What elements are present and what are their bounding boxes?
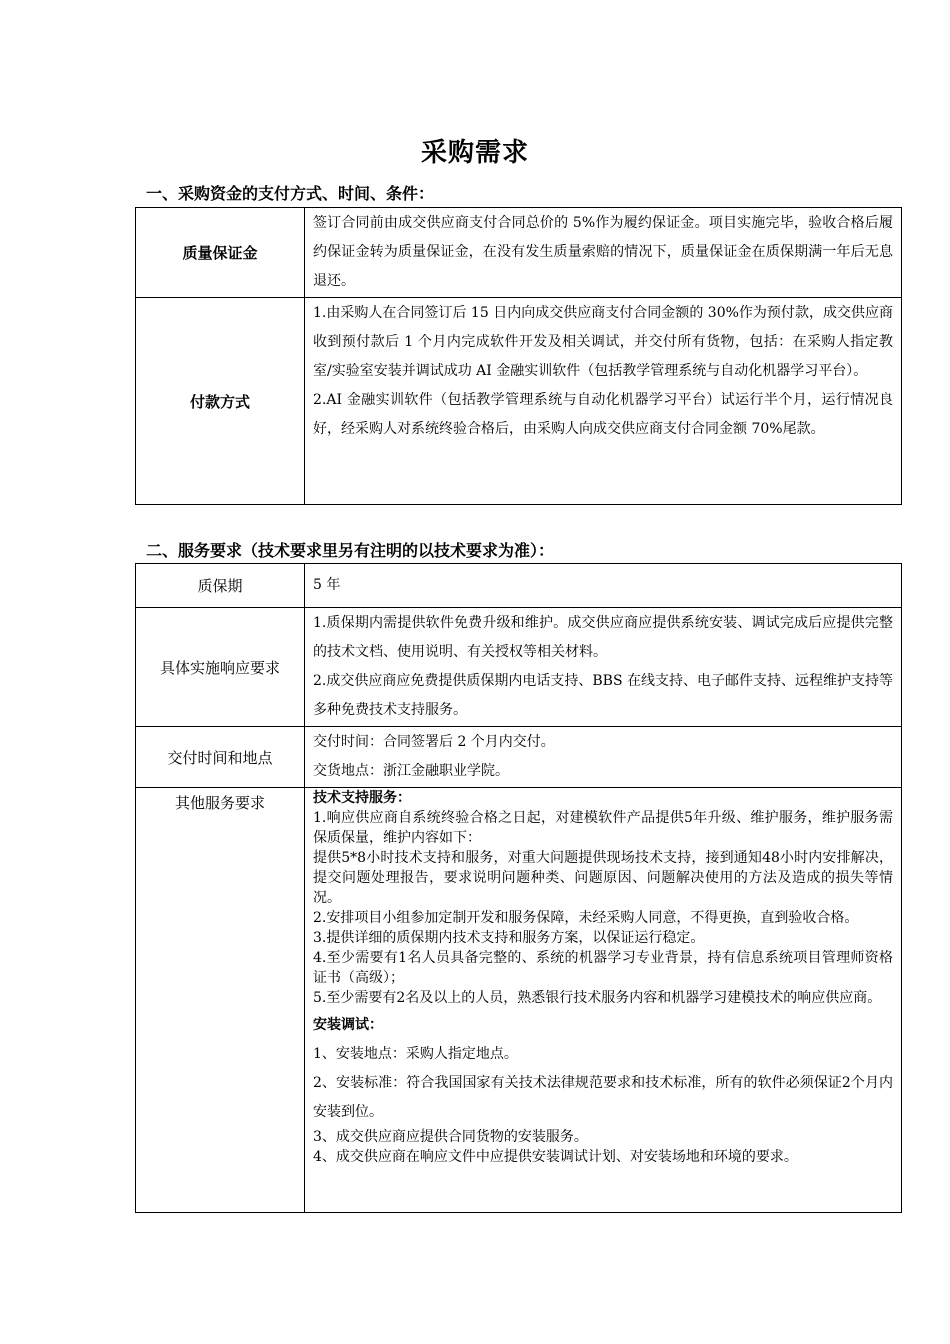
table-row bbox=[136, 788, 902, 1213]
row-content-warranty bbox=[305, 564, 902, 608]
row-content-quality-deposit bbox=[305, 208, 902, 298]
paragraph: 1、安装地点：采购人指定地点。 bbox=[313, 1046, 518, 1062]
paragraph: 2、安装标准：符合我国国家有关技术法律规范要求和技术标准，所有的软件必须保证2个月内安装到位。 bbox=[313, 1075, 893, 1120]
paragraph: 1.质保期内需提供软件免费升级和维护。成交供应商应提供系统安装、调试完成后应提供完整的技术文档、使用说明、有关授权等相关材料。 bbox=[313, 615, 893, 660]
paragraph: 5 年 bbox=[313, 577, 341, 593]
section-2-heading: 二、服务要求（技术要求里另有注明的以技术要求为准）： bbox=[146, 541, 555, 560]
row-label-payment-method: 付款方式 bbox=[136, 298, 305, 505]
paragraph: 4、成交供应商在响应文件中应提供安装调试计划、对安装场地和环境的要求。 bbox=[313, 1149, 798, 1165]
paragraph: 提供5*8小时技术支持和服务，对重大问题提供现场技术支持，接到通知48小时内安排解决，提交问题处理报告，要求说明问题种类、问题原因、问题解决使用的方法及造成的损失等情况。 bbox=[313, 850, 893, 906]
row-label-quality-deposit: 质量保证金 bbox=[136, 208, 305, 298]
paragraph: 交付时间：合同签署后 2 个月内交付。 bbox=[313, 734, 555, 750]
paragraph: 3、成交供应商应提供合同货物的安装服务。 bbox=[313, 1129, 588, 1145]
table-row bbox=[136, 298, 902, 505]
table-row bbox=[136, 608, 902, 727]
paragraph: 3.提供详细的质保期内技术支持和服务方案，以保证运行稳定。 bbox=[313, 930, 705, 946]
row-content-other-services bbox=[305, 788, 902, 1213]
page-title: 采购需求 bbox=[420, 138, 529, 168]
paragraph: 交货地点：浙江金融职业学院。 bbox=[313, 763, 509, 779]
paragraph: 4.至少需要有1名人员具备完整的、系统的机器学习专业背景，持有信息系统项目管理师资格证书（高级）； bbox=[313, 950, 893, 986]
paragraph: 1.响应供应商自系统终验合格之日起，对建模软件产品提供5年升级、维护服务，维护服务需保质保量，维护内容如下： bbox=[313, 810, 893, 846]
paragraph: 签订合同前由成交供应商支付合同总价的 5%作为履约保证金。项目实施完毕，验收合格后履约保证金转为质量保证金，在没有发生质量索赔的情况下，质量保证金在质保期满一年后无息退还。 bbox=[313, 215, 893, 289]
row-label-other-services: 其他服务要求 bbox=[136, 788, 305, 1213]
row-content-delivery bbox=[305, 727, 902, 788]
table-row bbox=[136, 208, 902, 298]
table-row bbox=[136, 564, 902, 608]
section-1-heading: 一、采购资金的支付方式、时间、条件： bbox=[146, 184, 435, 203]
row-content-implementation bbox=[305, 608, 902, 727]
paragraph: 1.由采购人在合同签订后 15 日内向成交供应商支付合同金额的 30%作为预付款，成交供应商收到预付款后 1 个月内完成软件开发及相关调试，并交付所有货物，包括：在采购人指定教室/实验室安装并调试成功 AI 金融实训软件（包括教学管理系统与自动化机器学习平台）。 bbox=[313, 305, 893, 379]
paragraph: 2.成交供应商应免费提供质保期内电话支持、BBS 在线支持、电子邮件支持、远程维护支持等多种免费技术支持服务。 bbox=[313, 673, 893, 718]
row-content-payment-method bbox=[305, 298, 902, 505]
table-row bbox=[136, 727, 902, 788]
service-table bbox=[135, 563, 902, 1213]
paragraph: 2.安排项目小组参加定制开发和服务保障，未经采购人同意，不得更换，直到验收合格。 bbox=[313, 910, 859, 926]
payment-table bbox=[135, 207, 902, 505]
paragraph: 2.AI 金融实训软件（包括教学管理系统与自动化机器学习平台）试运行半个月，运行情况良好，经采购人对系统终验合格后，由采购人向成交供应商支付合同金额 70%尾款。 bbox=[313, 392, 893, 437]
row-label-implementation: 具体实施响应要求 bbox=[136, 608, 305, 727]
installation-heading: 安装调试： bbox=[313, 1017, 383, 1033]
tech-support-heading: 技术支持服务： bbox=[313, 790, 411, 806]
paragraph: 5.至少需要有2名及以上的人员，熟悉银行技术服务内容和机器学习建模技术的响应供应商。 bbox=[313, 990, 882, 1006]
row-label-warranty: 质保期 bbox=[136, 564, 305, 608]
row-label-delivery: 交付时间和地点 bbox=[136, 727, 305, 788]
